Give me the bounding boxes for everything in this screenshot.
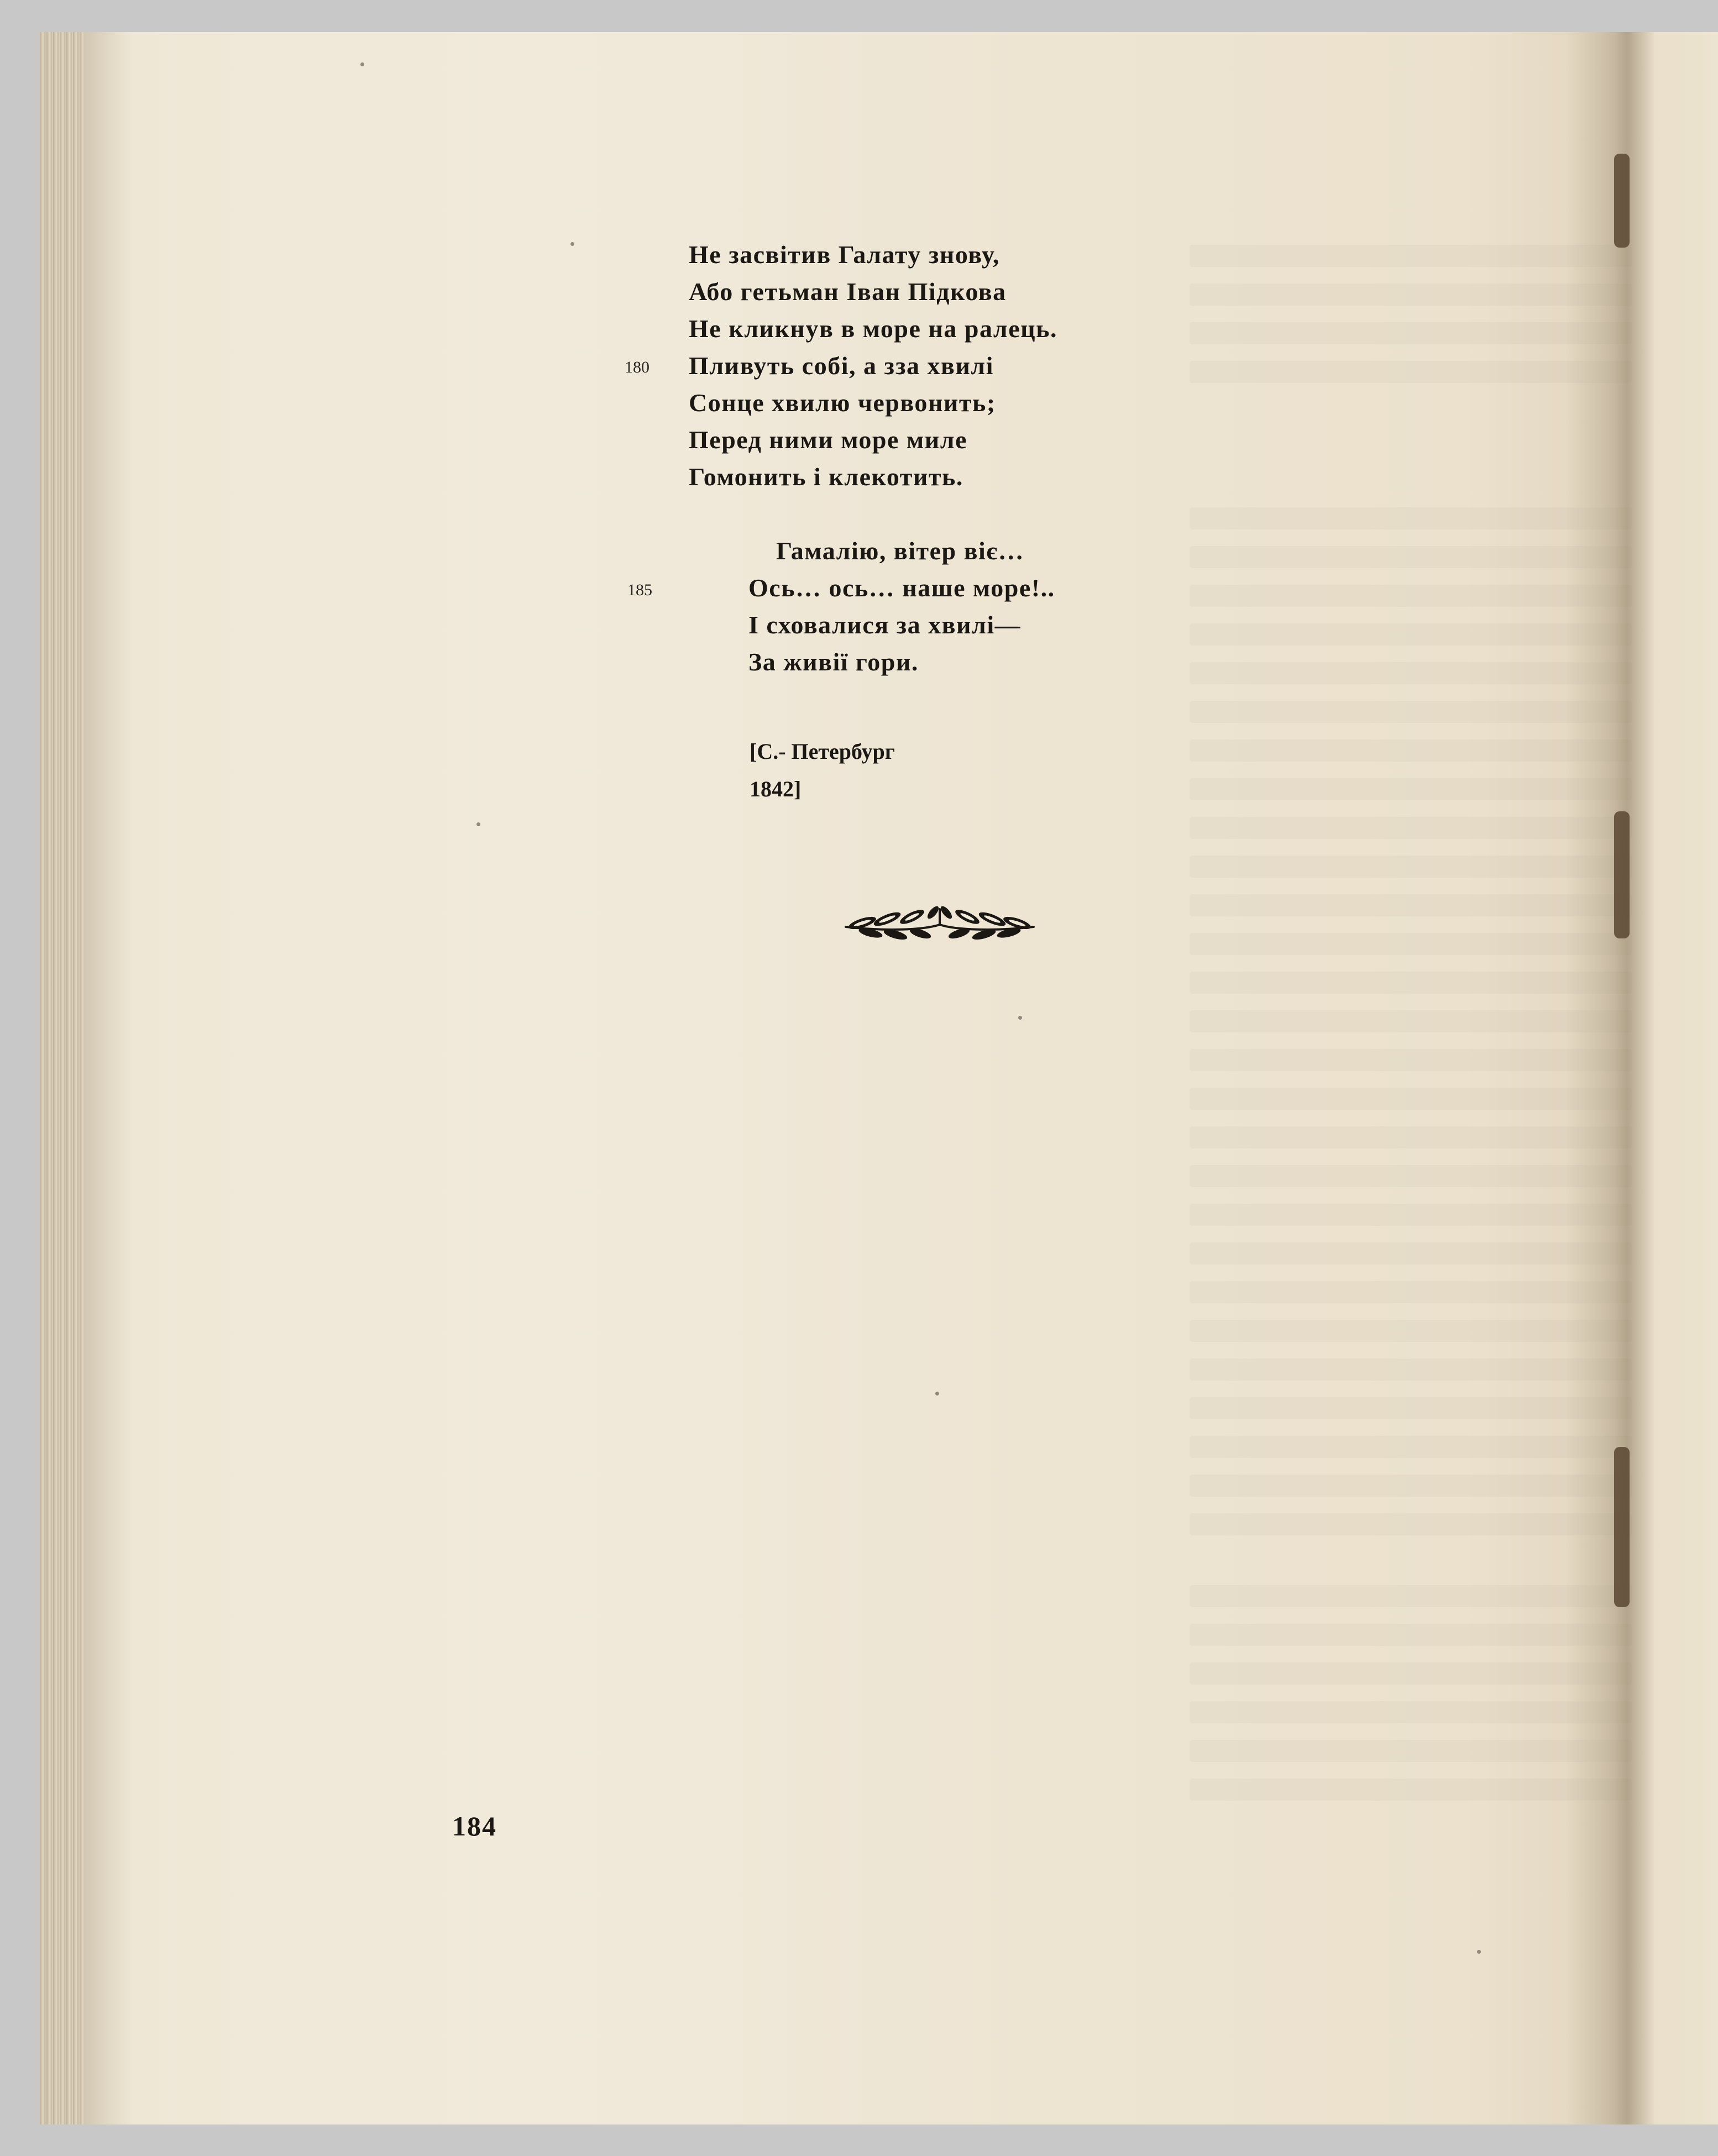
poem-line: Не засвітив Галату знову, (689, 240, 1000, 269)
poem-line: Гамалію, вітер віє… (776, 537, 1025, 565)
binding-tape-mark (1614, 1447, 1630, 1607)
line-number: 185 (627, 581, 652, 599)
poem-line: Гомонить і клекотить. (689, 463, 963, 491)
dateline-year: 1842] (750, 777, 802, 801)
page-number: 184 (452, 1811, 497, 1842)
line-number: 180 (625, 358, 650, 376)
page-edge-shadow (84, 32, 134, 2124)
dateline-place: [С.- Петербург (750, 739, 895, 764)
poem-line: Ось… ось… наше море!.. (748, 574, 1055, 602)
poem-line: Сонце хвилю червонить; (689, 389, 996, 417)
laurel-branch-ornament-icon (840, 898, 1039, 951)
poem-line: Або гетьман Іван Підкова (689, 277, 1007, 306)
poem-line: Пливуть собі, а зза хвилі (689, 352, 994, 380)
paper-speck (1018, 1016, 1022, 1020)
poem-line: За живії гори. (748, 648, 919, 676)
binding-tape-mark (1614, 811, 1630, 938)
paper-speck (476, 822, 480, 826)
paper-speck (935, 1392, 939, 1396)
page-edges-stack (40, 32, 84, 2124)
book-page (40, 32, 1718, 2124)
book-gutter-shadow (1565, 32, 1654, 2124)
paper-speck (360, 62, 364, 66)
poem-line: Не кликнув в море на ралець. (689, 314, 1057, 343)
paper-speck (1477, 1950, 1481, 1954)
poem-line: І сховалися за хвилі— (748, 611, 1022, 639)
binding-tape-mark (1614, 154, 1630, 248)
poem-line: Перед ними море миле (689, 426, 967, 454)
paper-speck (570, 242, 574, 246)
